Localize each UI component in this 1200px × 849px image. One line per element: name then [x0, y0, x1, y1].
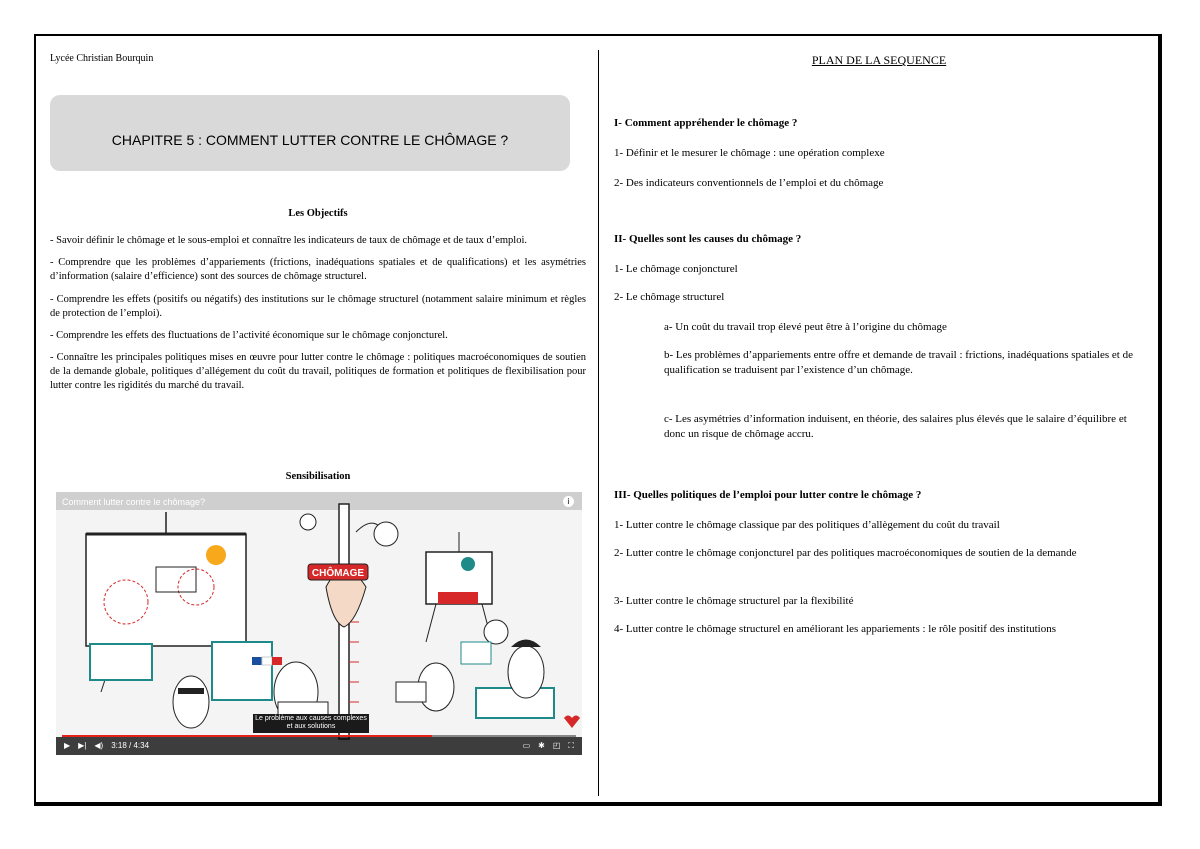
next-icon[interactable]: ▶|: [78, 740, 87, 750]
cast-icon[interactable]: ◰: [552, 740, 561, 750]
school-name: Lycée Christian Bourquin: [50, 53, 154, 64]
subtitles-icon[interactable]: ▭: [522, 740, 531, 750]
section-item: 3- Lutter contre le chômage structurel par la flexibilité: [614, 595, 854, 607]
objective-item: - Comprendre les effets (positifs ou négatifs) des institutions sur le chômage structurel (notamment salaire minimum et règles de protection de l’emploi).: [50, 293, 586, 319]
objective-item: - Connaître les principales politiques mises en œuvre pour lutter contre le chômage : politiques macroéconomiques de soutien de la demande globale, politiques d’allégement du coût du travail, politiques de formation et politiques de flexibilisation pour lutter contre les rigidités du marché du travail.: [50, 352, 586, 392]
section-subitem: c- Les asymétries d’information induisent, en théorie, des salaires plus élevés que le salaire d’équilibre et donc un risque de chômage accru.: [664, 413, 1127, 441]
volume-icon[interactable]: ◀): [94, 740, 104, 750]
fullscreen-icon[interactable]: ⛶: [568, 740, 574, 750]
section-subitem: b- Les problèmes d’appariements entre offre et demande de travail : frictions, inadéquations spatiales et de qualification se traduisent par l’existence d’un chômage.: [664, 349, 1133, 377]
section-item: 2- Lutter contre le chômage conjoncturel par des politiques macroéconomiques de soutien de la demande: [614, 547, 1077, 559]
play-icon[interactable]: ▶: [64, 740, 71, 750]
info-icon[interactable]: i: [563, 496, 574, 507]
section-item: 2- Des indicateurs conventionnels de l’emploi et du chômage: [614, 177, 884, 189]
section-title: II- Quelles sont les causes du chômage ?: [614, 233, 802, 245]
section-item: 4- Lutter contre le chômage structurel en améliorant les appariements : le rôle positif des institutions: [614, 623, 1057, 635]
column-divider: [598, 50, 599, 796]
plan-title: PLAN DE LA SEQUENCE: [811, 53, 947, 67]
chapter-banner: [50, 95, 570, 171]
video-caption: Le problème aux causes complexes et aux solutions: [253, 714, 369, 733]
section-item: 1- Lutter contre le chômage classique par des politiques d’allègement du coût du travail: [614, 519, 1000, 531]
video-time: 3:18 / 4:34: [111, 740, 150, 750]
gear-icon[interactable]: ✱: [538, 740, 545, 750]
sensibilisation-heading: Sensibilisation: [285, 471, 351, 482]
objectives-list: [50, 234, 586, 402]
objective-item: - Comprendre les effets des fluctuations de l’activité économique sur le chômage conjoncturel.: [50, 329, 448, 341]
section-item: 1- Le chômage conjoncturel: [614, 263, 738, 275]
objective-item: - Savoir définir le chômage et le sous-emploi et connaître les indicateurs de taux de chômage et de taux d’emploi.: [50, 235, 528, 246]
chomage-sign-text: CHÔMAGE: [311, 568, 365, 579]
video-player[interactable]: [56, 492, 582, 755]
section-title: I- Comment appréhender le chômage ?: [614, 117, 798, 129]
video-title: Comment lutter contre le chômage?: [62, 497, 206, 507]
section-item: 2- Le chômage structurel: [614, 291, 725, 303]
section-subitem: a- Un coût du travail trop élevé peut être à l’origine du chômage: [664, 321, 947, 333]
video-controls: [56, 737, 582, 755]
section-item: 1- Définir et le mesurer le chômage : une opération complexe: [614, 147, 885, 159]
objectives-heading: Les Objectifs: [288, 208, 348, 219]
chapter-title: CHAPITRE 5 : COMMENT LUTTER CONTRE LE CHÔMAGE ?: [111, 131, 509, 148]
section-title: III- Quelles politiques de l’emploi pour lutter contre le chômage ?: [614, 489, 922, 501]
objective-item: - Comprendre que les problèmes d’appariements (frictions, inadéquations spatiales et de qualifications) et les asymétries d’information (salaire d’efficience) sont des sources de chômage structurel.: [50, 257, 586, 283]
